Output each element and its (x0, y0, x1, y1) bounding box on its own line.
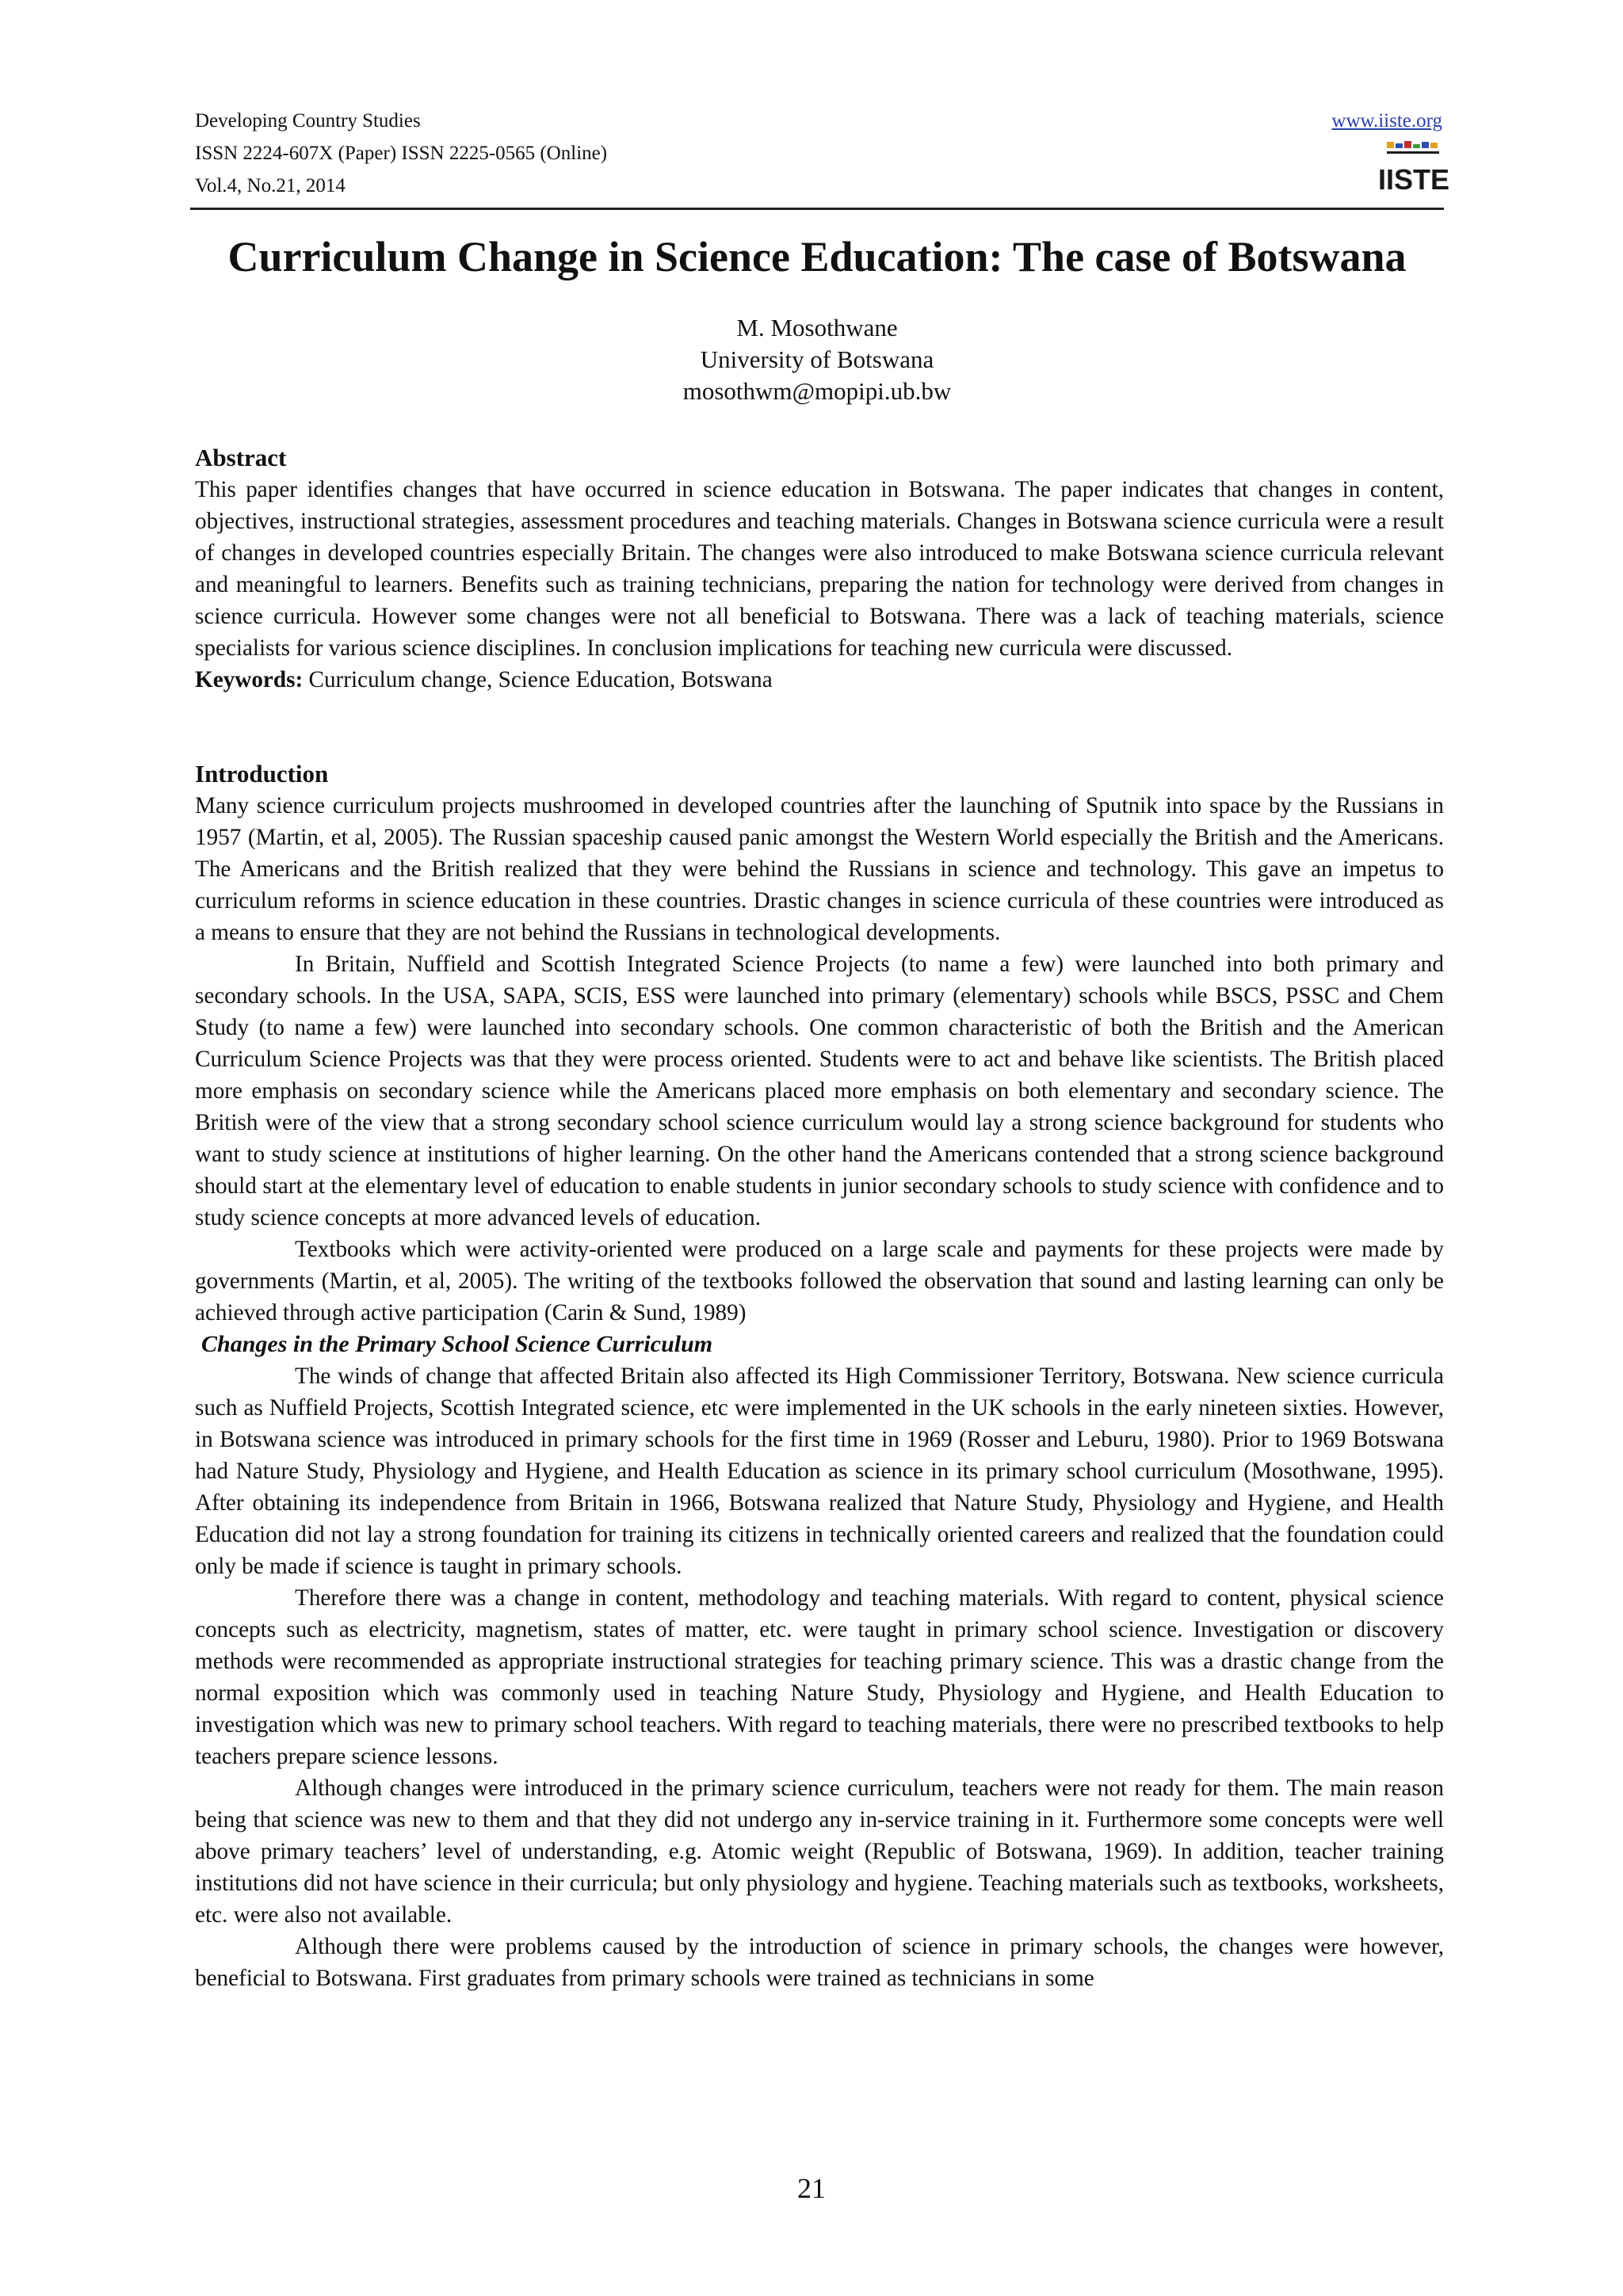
abstract-text: This paper identifies changes that have occurred in science education in Botswana. The paper indicates that changes in content, objectives, instructional strategies, assessment procedures and teaching materials. Changes in Botswana science curricula were a result of changes in developed countries especially Britain. The changes were also introduced to make Botswana science curricula relevant and meaningful to learners. Benefits such as training technicians, preparing the nation for technology were derived from changes in science curricula. However some changes were not all beneficial to Botswana. There was a lack of teaching materials, science specialists for various science disciplines. In conclusion implications for teaching new curricula were discussed. (195, 477, 1444, 661)
primary-paragraph: Therefore there was a change in content, methodology and teaching materials. With regard to content, physical science concepts such as electricity, magnetism, states of matter, etc. were taught in primary school science. Investigation or discovery methods were recommended as appropriate instructional strategies for teaching primary science. This was a drastic change from the normal exposition which was commonly used in teaching Nature Study, Physiology and Hygiene, and Health Education to investigation which was new to primary school teachers. With regard to teaching materials, there were no prescribed textbooks to help teachers prepare science lessons. (195, 1585, 1444, 1769)
journal-volume: Vol.4, No.21, 2014 (195, 175, 346, 196)
keywords-text: Curriculum change, Science Education, Botswana (308, 667, 773, 692)
primary-paragraph: Although there were problems caused by the introduction of science in primary schools, the changes were however, beneficial to Botswana. First graduates from primary schools were trained as technicians in some (195, 1934, 1444, 1991)
primary-curriculum-heading: Changes in the Primary School Science Curriculum (201, 1331, 713, 1357)
author-block (190, 312, 1444, 407)
paper-title: Curriculum Change in Science Education: The case of Botswana (227, 233, 1407, 280)
journal-name: Developing Country Studies (195, 110, 421, 132)
header-divider (190, 208, 1444, 210)
abstract-section (195, 442, 1444, 696)
intro-paragraph: In Britain, Nuffield and Scottish Integrated Science Projects (to name a few) were launched into both primary and secondary schools. In the USA, SAPA, SCIS, ESS were launched into primary (elementary) schools while BSCS, PSSC and Chem Study (to name a few) were launched into secondary schools. One common characteristic of both the British and the American Curriculum Science Projects was that they were process oriented. Students were to act and behave like scientists. The British placed more emphasis on secondary science while the Americans placed more emphasis on both elementary and secondary science. The British were of the view that a strong secondary school science curriculum would lay a strong science background for students who want to study science at institutions of higher learning. On the other hand the Americans contended that a strong science background should start at the elementary level of education to enable students in junior secondary schools to study science with confidence and to study science concepts at more advanced levels of education. (195, 952, 1444, 1230)
introduction-heading: Introduction (195, 760, 329, 788)
introduction-section (195, 758, 1444, 1994)
author-name: M. Mosothwane (736, 314, 898, 341)
journal-issn: ISSN 2224-607X (Paper) ISSN 2225-0565 (Online) (195, 143, 608, 164)
author-email[interactable]: mosothwm@mopipi.ub.bw (682, 377, 952, 405)
author-affiliation: University of Botswana (700, 345, 934, 373)
keywords-line (195, 664, 1444, 696)
iiste-logo-icon (1377, 140, 1450, 196)
logo-text: IISTE (1377, 163, 1450, 196)
journal-header (195, 105, 607, 202)
journal-header-right (1331, 105, 1450, 196)
primary-paragraph: Although changes were introduced in the primary science curriculum, teachers were not ready for them. The main reason being that science was new to them and that they did not undergo any in-service training in it. Furthermore some concepts were well above primary teachers’ level of understanding, e.g. Atomic weight (Republic of Botswana, 1969). In addition, teacher training institutions did not have science in their curricula; but only physiology and hygiene. Teaching materials such as textbooks, worksheets, etc. were also not available. (195, 1775, 1444, 1928)
intro-paragraph: Textbooks which were activity-oriented were produced on a large scale and payments for these projects were made by governments (Martin, et al, 2005). The writing of the textbooks followed the observation that sound and lasting learning can only be achieved through active participation (Carin & Sund, 1989) (195, 1237, 1444, 1325)
website-link[interactable]: www.iiste.org (1331, 110, 1442, 132)
abstract-heading: Abstract (195, 444, 287, 471)
keywords-label: Keywords: (195, 667, 304, 692)
primary-paragraph: The winds of change that affected Britain also affected its High Commissioner Territory, Botswana. New science curricula such as Nuffield Projects, Scottish Integrated science, etc were implemented in the UK schools in the early nineteen sixties. However, in Botswana science was introduced in primary schools for the first time in 1969 (Rosser and Leburu, 1980). Prior to 1969 Botswana had Nature Study, Physiology and Hygiene, and Health Education as science in its primary school curriculum (Mosothwane, 1995). After obtaining its independence from Britain in 1966, Botswana realized that Nature Study, Physiology and Hygiene, and Health Education did not lay a strong foundation for training its citizens in technically oriented careers and realized that the foundation could only be made if science is taught in primary schools. (195, 1363, 1444, 1579)
page-number: 21 (797, 2172, 826, 2204)
intro-paragraph: Many science curriculum projects mushroomed in developed countries after the launching of Sputnik into space by the Russians in 1957 (Martin, et al, 2005). The Russian spaceship caused panic amongst the Western World especially the British and the Americans. The Americans and the British realized that they were behind the Russians in science and technology. This gave an impetus to curriculum reforms in science education in these countries. Drastic changes in science curricula of these countries were introduced as a means to ensure that they are not behind the Russians in technological developments. (195, 793, 1444, 945)
